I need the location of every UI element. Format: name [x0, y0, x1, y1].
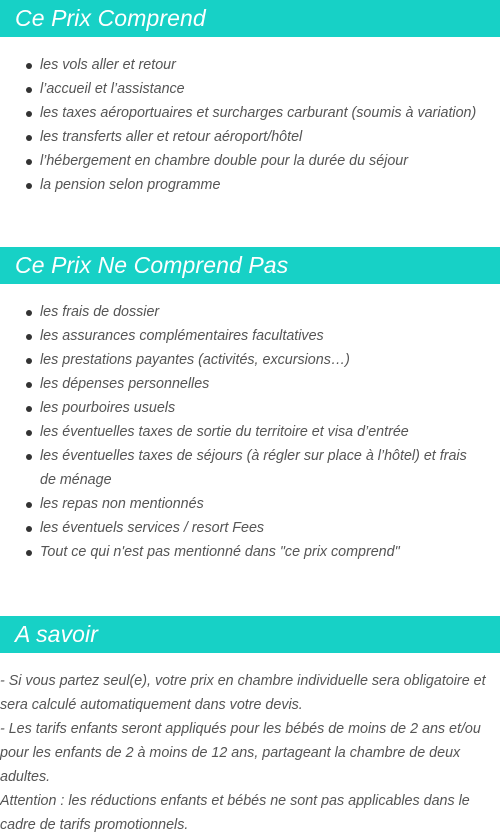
section-header-ne-comprend-pas	[0, 247, 500, 284]
info-paragraph: - Les tarifs enfants seront appliqués pour les bébés de moins de 2 ans et/ou pour les enfants de 2 à moins de 12 ans, partageant la chambre de deux adultes.	[0, 721, 481, 785]
list-item: les éventuels services / resort Fees	[40, 516, 500, 540]
section-header-comprend	[0, 0, 500, 37]
excluded-list	[0, 300, 500, 564]
a-savoir-text	[0, 669, 500, 837]
list-item: les repas non mentionnés	[40, 492, 500, 516]
list-item: les dépenses personnelles	[40, 372, 500, 396]
list-item: la pension selon programme	[40, 173, 500, 197]
included-list	[0, 53, 500, 197]
list-item: Tout ce qui n'est pas mentionné dans "ce prix comprend"	[40, 540, 500, 564]
section-title-ne-comprend-pas: Ce Prix Ne Comprend Pas	[15, 252, 289, 278]
list-item: les transferts aller et retour aéroport/hôtel	[40, 125, 500, 149]
list-item: l’accueil et l’assistance	[40, 77, 500, 101]
section-title-comprend: Ce Prix Comprend	[15, 5, 206, 31]
info-paragraph: - Si vous partez seul(e), votre prix en chambre individuelle sera obligatoire et sera calculé automatiquement dans votre devis.	[0, 673, 486, 713]
info-paragraph: Attention : les réductions enfants et bébés ne sont pas applicables dans le cadre de tarifs promotionnels.	[0, 793, 470, 833]
list-item: les vols aller et retour	[40, 53, 500, 77]
list-item: les assurances complémentaires facultatives	[40, 324, 500, 348]
list-item: les taxes aéroportuaires et surcharges carburant (soumis à variation)	[40, 101, 500, 125]
list-item: les éventuelles taxes de séjours (à régler sur place à l’hôtel) et frais de ménage	[40, 444, 500, 492]
list-item: les pourboires usuels	[40, 396, 500, 420]
list-item: les frais de dossier	[40, 300, 500, 324]
list-item: les éventuelles taxes de sortie du territoire et visa d’entrée	[40, 420, 500, 444]
list-item: l’hébergement en chambre double pour la durée du séjour	[40, 149, 500, 173]
section-title-a-savoir: A savoir	[15, 621, 99, 647]
list-item: les prestations payantes (activités, excursions…)	[40, 348, 500, 372]
section-header-a-savoir	[0, 616, 500, 653]
